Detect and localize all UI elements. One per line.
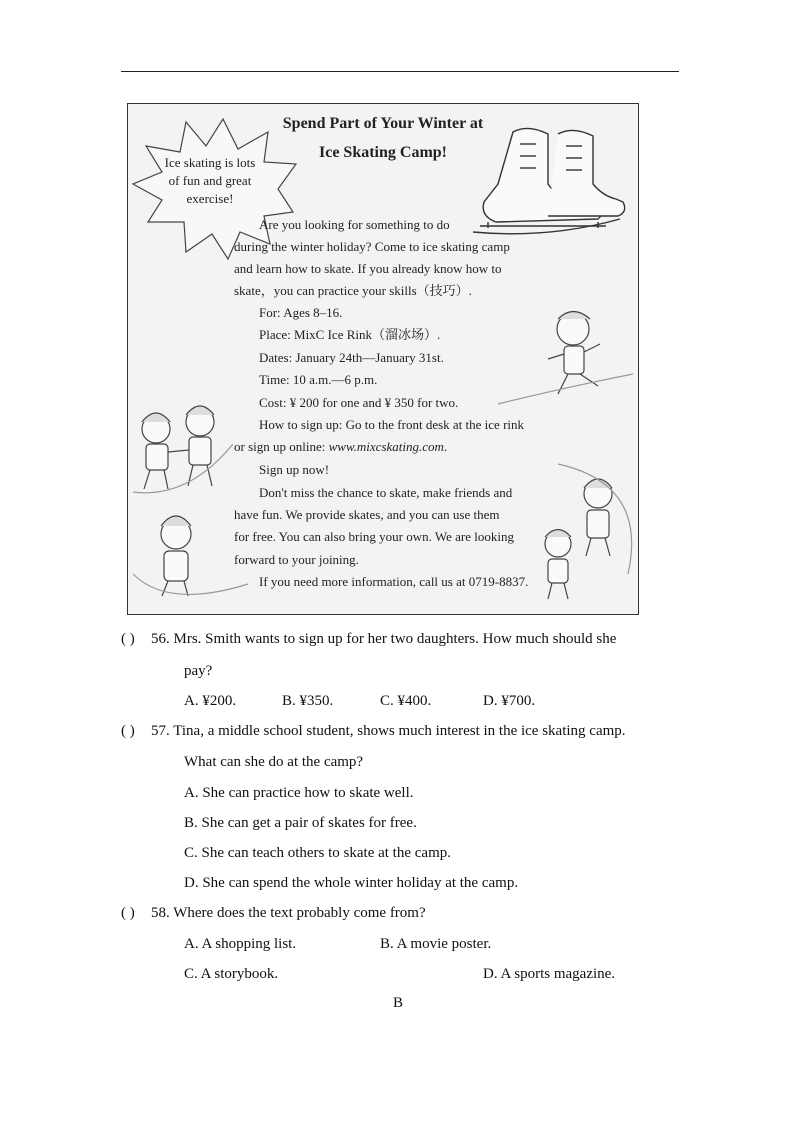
question-text-continued: pay? bbox=[184, 663, 213, 679]
poster-line: How to sign up: Go to the front desk at the ice rink bbox=[259, 417, 525, 432]
poster-line: and learn how to skate. If you already know how to bbox=[234, 261, 502, 276]
skating-girl-illustration bbox=[133, 516, 248, 596]
poster-line: skate，you can practice your skills（技巧）. bbox=[234, 283, 472, 298]
option-b[interactable]: B. A movie poster. bbox=[380, 936, 492, 952]
option-d[interactable]: D. A sports magazine. bbox=[483, 966, 616, 982]
poster-line: Are you looking for something to do bbox=[259, 217, 450, 232]
skating-boy-illustration bbox=[498, 312, 633, 405]
poster-line: during the winter holiday? Come to ice skating camp bbox=[234, 239, 510, 254]
poster-line: If you need more information, call us at 0719-8837. bbox=[259, 574, 529, 589]
poster-line: Sign up now! bbox=[259, 462, 330, 477]
question-text: 58. Where does the text probably come from? bbox=[151, 905, 426, 921]
burst-line: Ice skating is lots bbox=[164, 155, 256, 170]
poster-line: Don't miss the chance to skate, make friends and bbox=[259, 485, 513, 500]
option-a[interactable]: A. She can practice how to skate well. bbox=[184, 785, 414, 801]
option-b[interactable]: B. ¥350. bbox=[282, 693, 334, 709]
website-period: . bbox=[443, 439, 448, 454]
answer-blank[interactable]: ( ) bbox=[121, 905, 135, 921]
two-kids-illustration bbox=[133, 406, 233, 493]
answer-blank[interactable]: ( ) bbox=[121, 723, 135, 739]
option-d[interactable]: D. ¥700. bbox=[483, 693, 536, 709]
poster-title-line2: Ice Skating Camp! bbox=[318, 144, 447, 161]
question-text: 56. Mrs. Smith wants to sign up for her two daughters. How much should she bbox=[151, 631, 617, 647]
poster-title-line1: Spend Part of Your Winter at bbox=[282, 115, 484, 132]
signup-online-label: or sign up online: bbox=[234, 439, 329, 454]
option-c[interactable]: C. She can teach others to skate at the camp. bbox=[184, 845, 451, 861]
option-a[interactable]: A. ¥200. bbox=[184, 693, 237, 709]
option-c[interactable]: C. ¥400. bbox=[380, 693, 432, 709]
poster-line: for free. You can also bring your own. We are looking bbox=[234, 529, 514, 544]
option-b[interactable]: B. She can get a pair of skates for free. bbox=[184, 815, 417, 831]
poster-line: Cost: ¥ 200 for one and ¥ 350 for two. bbox=[259, 395, 459, 410]
answer-blank[interactable]: ( ) bbox=[121, 631, 135, 647]
poster-line: forward to your joining. bbox=[234, 552, 359, 567]
section-label: B bbox=[393, 995, 404, 1011]
burst-line: of fun and great bbox=[168, 173, 252, 188]
poster-line: Place: MixC Ice Rink（溜冰场）. bbox=[259, 327, 441, 342]
website-link[interactable]: www.mixcskating.com bbox=[328, 439, 444, 454]
option-a[interactable]: A. A shopping list. bbox=[184, 936, 297, 952]
option-c[interactable]: C. A storybook. bbox=[184, 966, 279, 982]
top-rule bbox=[121, 71, 679, 72]
option-d[interactable]: D. She can spend the whole winter holiday at the camp. bbox=[184, 875, 519, 891]
burst-line: exercise! bbox=[186, 191, 234, 206]
poster-line-website bbox=[234, 438, 447, 456]
camp-poster bbox=[127, 103, 639, 615]
poster-line: Dates: January 24th—January 31st. bbox=[259, 350, 444, 365]
poster-line: Time: 10 a.m.—6 p.m. bbox=[259, 372, 378, 387]
poster-line: For: Ages 8–16. bbox=[259, 305, 343, 320]
question-text: 57. Tina, a middle school student, shows much interest in the ice skating camp. bbox=[151, 723, 626, 739]
poster-line: have fun. We provide skates, and you can use them bbox=[234, 507, 500, 522]
question-text-continued: What can she do at the camp? bbox=[184, 754, 364, 770]
starburst-text bbox=[142, 154, 278, 208]
skating-couple-illustration bbox=[545, 464, 632, 599]
